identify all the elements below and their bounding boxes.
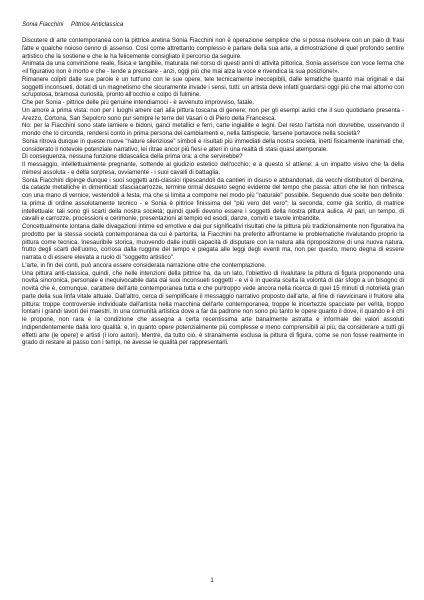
page-number: 1 (210, 577, 214, 584)
paragraph: Concettualmente lontana dalle divagazioni intime ed emotive e dai pur significativi risultati che la pittura più tradizionalmente non figurativa ha prodotto per la stessa società contemporanea da cui è partorita, la Fiacchini ha preferito affrontarne le problematiche rivalutando proprio la pittura come tecnica. Inesauribile storica, muovendo dalle inutili capacità di disputare con la natura alla riproposizione di una nuova natura, frutto degli scarti dell'uomo, corrosa dalla ruggine del tempo e piegata alle leggi degli eventi ma, non per questo, meno degna di essere narrata o di essere elevata a ruolo di "soggetto artistico". (22, 223, 404, 261)
document-page (22, 21, 404, 347)
paragraph: Discutere di arte contemporanea con la pittrice aretina Sonia Fiacchini non è operazione semplice che si possa risolvere con un paio di frasi fatte e qualche noioso cenno di assenso. Così come attrettanto complesso è parlare della sua arte, a dimostrazione di quel profondo sentire artistico che la sostiene e che le ha felicemente consigliato il percorso da seguire. (22, 37, 404, 60)
paragraph: Che per Sonia - pittrice delle più genuine intendiamoci - è avvenuto improvviso, fatale. (22, 99, 255, 106)
paragraph: Un amore a prima vista: non per i luoghi ameni cari alla pittura toscana di genere; non per gli esempi aulici che il suo quotidiano presenta - Arezzo, Cortona, San Sepolcro sono pur sempre le terre del Vasari o di Piero della Francesca. (22, 106, 404, 122)
author-name: Sonia Fiacchini (22, 21, 64, 28)
paragraph: Rimanere colpiti dalle sue parole è un tutt'uno con le sue opere, tele tecnicamente ineccepibili, dalle tematiche quanto mai originali e dai soggetti inconsueti, dotati di un magnetismo che sicuramente invade i sensi, tutti: un artista deve infatti guardarsi oggi più che mai attorno con scrupolosa, bramosa curiosità, pronto all'occhio e colpo di fulmine. (22, 75, 404, 99)
document-subtitle: Pittrice Anticlassica (71, 21, 124, 28)
paragraph: Sonia ritrova dunque in queste nuove "nature silenziose" simboli e risultati più immediati della nostra società, inerti fisicamente inanimati che, considerato il notevole potenziale narrativo, lei ritrae ancor più fiesi e alteri in una realtà di stasi quasi atemporale. (22, 137, 404, 153)
paragraph: Animata da una convinzione reale, fisica e tangibile, maturata nel corso di questi anni di attività pittorica, Sonia asserisce con voce ferma che «il figurativo non è morto e che - tende a precisare - anzi, oggi più che mai alza la voce e rivendica la sua posizione!». (22, 60, 404, 75)
paragraph: No: per la Fiacchini sono state lamiere e bidoni, ganci metallici e ferri, carte ingiallite e legni. Del resto l'artista non dovrebbe, osservando il mondo che lo circonda, rendersi conto in prima persona dei cambiamenti e, nella fattispecie, farsene portavoce nella società? (22, 122, 404, 137)
paragraph: Una pittura anti-classica, quindi, che nelle intenzioni della pittrice ha, da un lato, l'obiettivo di rivalutare la pittura di figura proponendo una novità sincronica, personale e inequivocabile data dai suoi inconsueti soggetti - e vi è in questa scelta la volontà di dar sfogo a un bisogno di novità che è, comunque, carattere dell'arte contemporanea tutta e che purtroppo vede ancora nella ricerca di quei 15 minuti di notorietà gran parte della sua linfa vitale attuale. Dall'altro, cerca di semplificare il messaggio narrativo proposto dall'arte, al fine di riavvicinare il fruitore alla pittura: troppe controversie individuate dall'artista nella macchina dell'arte contemporanea, troppe le incertezze spacciate per verità, troppo lontani i grandi lavori dei maestri. In una comunità artistica dove a far da padrone non sono più tanto le opere quanto il dove, il quando e il chi le propone, non rara è la condizione che assegna a certa recentissima arte banalmente astratta e informale dei valori assoluti indipendentemente dalla loro qualità: e, in quanto opere potenzialmente più complesse e meno comprensibili ai più, da considerare a tutti gli effetti arte (le opere) e artisti (i loro autori). Mentre, da tutto ciò, è stranamente esclusa la pittura di figura, come se non fosse realmente in grado di restare al passo con i tempi, né avesse le qualità per rappresentarli. (22, 269, 404, 347)
paragraph: Di conseguenza, nessuna funzione didascalica della prima ora: a che servirebbe? (22, 153, 243, 161)
document-header (22, 21, 404, 29)
paragraph: Il messaggio, intellettualmente pregnante, sottende al giudizio estetico dell'occhio; e a questo si attiene: a un impatto visivo che fa della mimesi assoluta - e della sorpresa, ovviamente - i suoi cavalli di battaglia. (22, 161, 404, 176)
paragraph: Sonia Fiacchini dipinge dunque i suoi soggetti anti-classici ripescandoli da cantieri in disuso e abbandonati, da vecchi distributori di benzina, da cataste metalliche in dimenticati sfasciacarrozze, termine ormai desueto segno evidente del tempo che passa: attori che lei non rinfresca con una mano di vernice, vestendoli a festa, ma che si limita a comporre nel modo più "naturale" possibile. Seguendo due scelte ben definite: la prima di ordine assolutamente tecnico - e Sonia è pittrice finissima del "più vero del vero"; la seconda, come già scritto, di matrice intellettuale: tali sono gli scarti della nostra società; quindi quelli devono essere i soggetti della nostra pittura aulica. Al pari, un tempo, di cavalli e carrozze, processioni e cerimonie, presentazioni al tempio ed esodi; danze, conviti e tavole imbandite. (22, 176, 404, 223)
paragraph: L'arte, in fin dei conti, può ancora essere considerata narrazione oltre che contemplazione. (22, 261, 267, 269)
